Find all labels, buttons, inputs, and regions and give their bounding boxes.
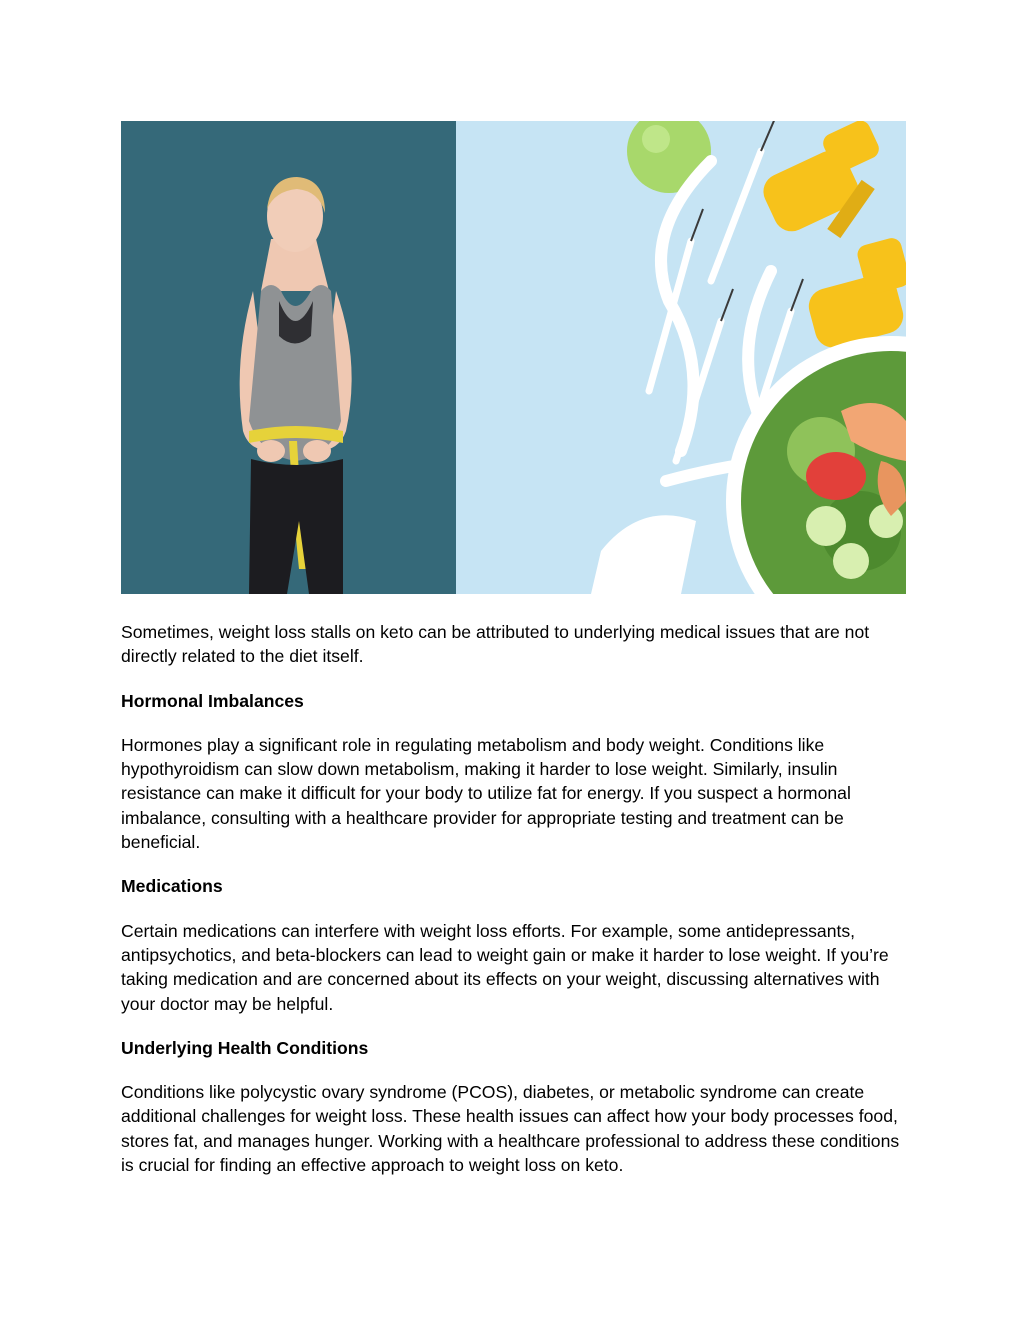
hero-photo-collage — [121, 121, 906, 594]
article-body — [121, 620, 911, 1197]
intro-paragraph: Sometimes, weight loss stalls on keto can be attributed to underlying medical issues that are not directly related to the diet itself. — [121, 622, 870, 667]
woman-with-measuring-tape-photo — [121, 121, 456, 594]
section-heading-underlying-health-conditions: Underlying Health Conditions — [121, 1037, 369, 1058]
section-body-medications: Certain medications can interfere with weight loss efforts. For example, some antidepressants, antipsychotics, and beta-blockers can lead to weight gain or make it harder to lose weight. If you’re taking medication and are concerned about its effects on your weight, discussing alternatives with your doctor may be helpful. — [121, 920, 889, 1014]
section-heading-hormonal-imbalances: Hormonal Imbalances — [121, 690, 304, 711]
section-body-hormonal-imbalances: Hormones play a significant role in regulating metabolism and body weight. Conditions like hypothyroidism can slow down metabolism, making it harder to lose weight. Similarly, insulin resistance can make it difficult for your body to utilize fat for energy. If you suspect a hormonal imbalance, consulting with a healthcare provider for appropriate testing and treatment can be beneficial. — [121, 734, 851, 853]
section-heading-medications: Medications — [121, 876, 223, 897]
healthy-lifestyle-items-photo — [456, 121, 906, 594]
section-body-underlying-health-conditions: Conditions like polycystic ovary syndrome (PCOS), diabetes, or metabolic syndrome can create additional challenges for weight loss. These health issues can affect how your body processes food, stores fat, and manages hunger. Working with a healthcare professional to address these conditions is crucial for finding an effective approach to weight loss on keto. — [121, 1082, 900, 1176]
